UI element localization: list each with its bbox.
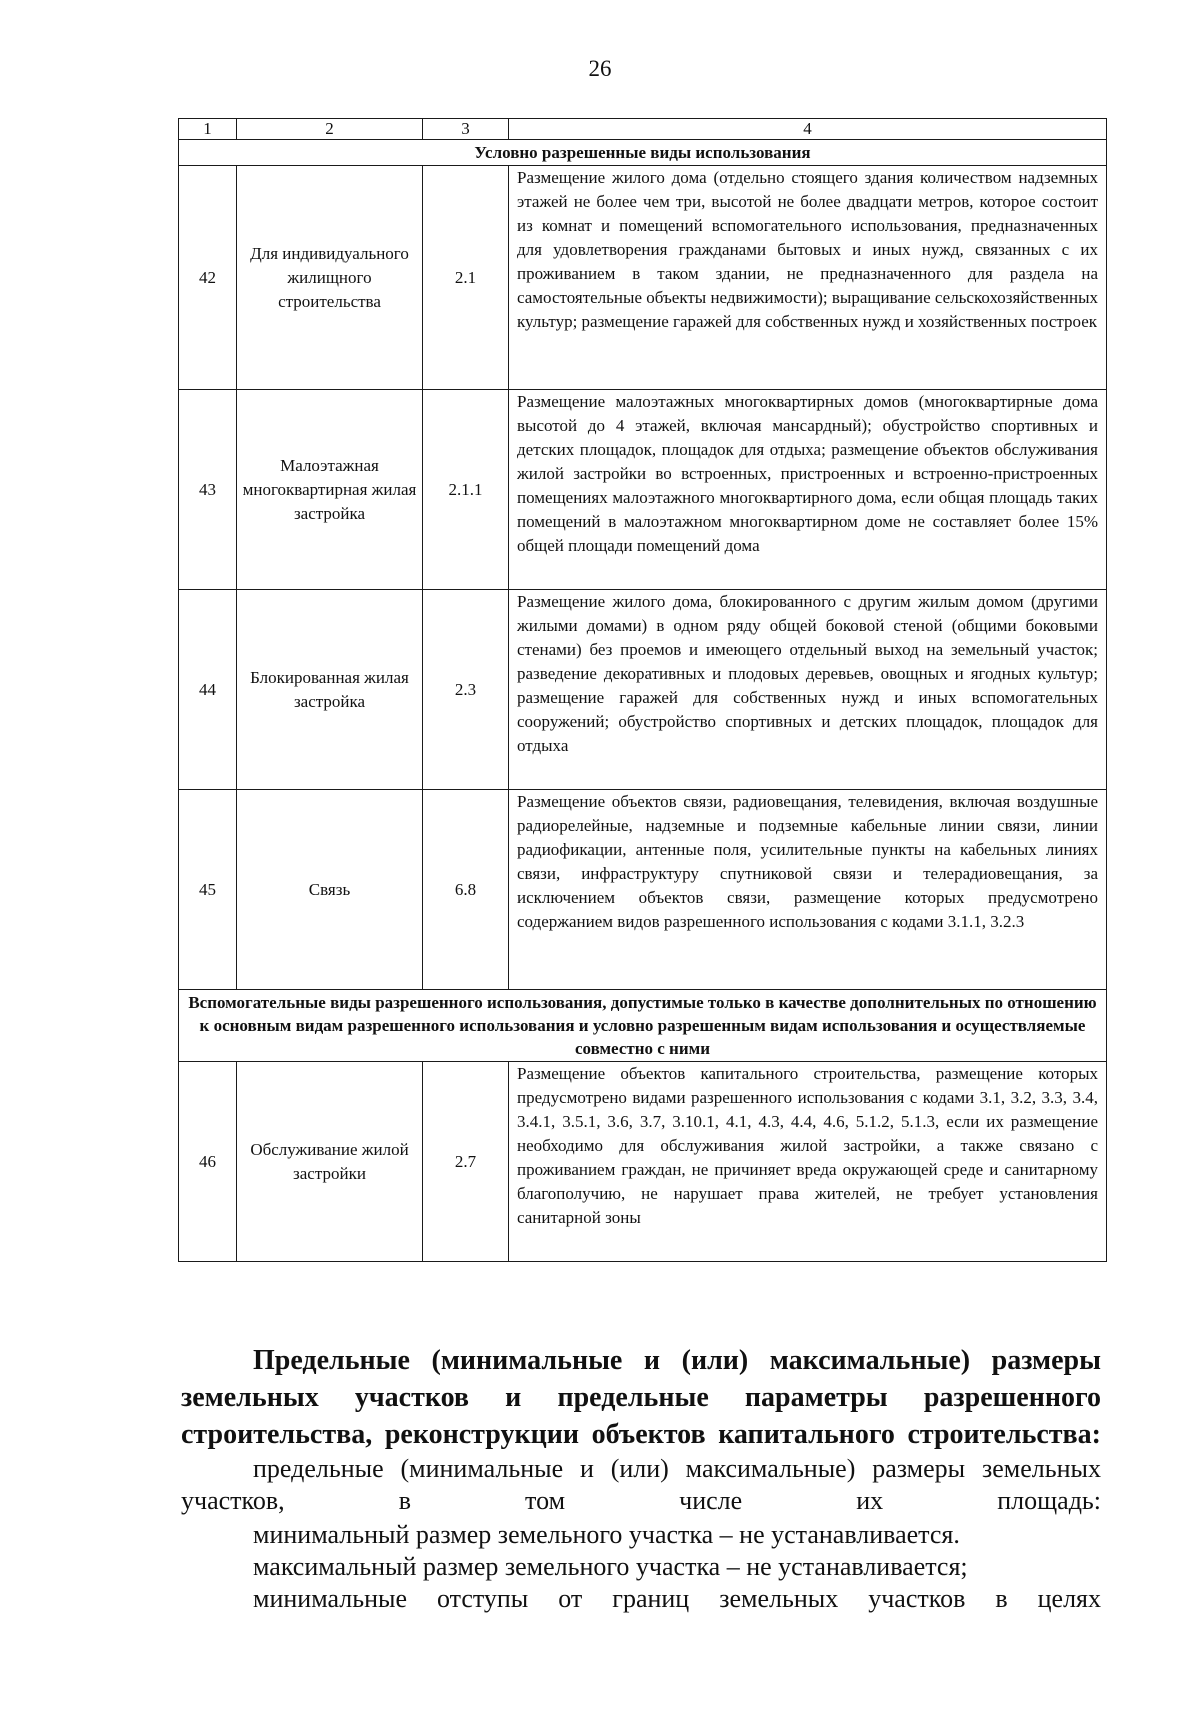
- page-number: 26: [588, 56, 612, 81]
- section-heading-text: Предельные (минимальные и (или) максимальные) размеры земельных участков и предельные параметры разрешенного строительства, реконструкции объектов капитального строительства:: [181, 1345, 1101, 1450]
- table-row: [179, 790, 1107, 990]
- row-number: 44: [179, 590, 237, 790]
- row-number: 45: [179, 790, 237, 990]
- use-code: 2.3: [423, 590, 509, 790]
- use-code: 2.7: [423, 1062, 509, 1262]
- table-row: [179, 166, 1107, 390]
- section-title-auxiliary: Вспомогательные виды разрешенного использования, допустимые только в качестве дополнительных по отношению к основным видам разрешенного использования и условно разрешенным видам использования и осуществляемые совместно с ними: [179, 990, 1107, 1062]
- column-header: 2: [237, 119, 423, 140]
- row-number: 43: [179, 390, 237, 590]
- section-header-row: [179, 990, 1107, 1062]
- paragraph-size-limits: предельные (минимальные и (или) максимальные) размеры земельных участков, в том числе их площадь:: [181, 1454, 1101, 1515]
- row-number: 42: [179, 166, 237, 390]
- land-use-table: [178, 118, 1107, 1262]
- section-header-row: [179, 140, 1107, 166]
- use-name: Для индивидуального жилищного строительства: [237, 166, 423, 390]
- use-name: Связь: [237, 790, 423, 990]
- use-code: 2.1.1: [423, 390, 509, 590]
- paragraph-setbacks: минимальные отступы от границ земельных участков в целях: [253, 1584, 1101, 1613]
- use-name: Малоэтажная многоквартирная жилая застройка: [237, 390, 423, 590]
- column-header: 1: [179, 119, 237, 140]
- column-header: 3: [423, 119, 509, 140]
- use-description: Размещение жилого дома (отдельно стоящего здания количеством надземных этажей не более чем три, высотой не более двадцати метров, которое состоит из комнат и помещений вспомогательного использования, предназначенных для удовлетворения гражданами бытовых и иных нужд, связанных с их проживанием в таком здании, не предназначенного для раздела на самостоятельные объекты недвижимости); выращивание сельскохозяйственных культур; размещение гаражей для собственных нужд и хозяйственных построек: [509, 166, 1107, 390]
- paragraph-min-size: минимальный размер земельного участка – не устанавливается.: [253, 1520, 960, 1549]
- table-row: [179, 590, 1107, 790]
- use-name: Обслуживание жилой застройки: [237, 1062, 423, 1262]
- use-description: Размещение объектов капитального строительства, размещение которых предусмотрено видами разрешенного использования с кодами 3.1, 3.2, 3.3, 3.4, 3.4.1, 3.5.1, 3.6, 3.7, 3.10.1, 4.1, 4.3, 4.4, 4.6, 5.1.2, 5.1.3, если их размещение необходимо для обслуживания жилой застройки, а также связано с проживанием граждан, не причиняет вреда окружающей среде и санитарному благополучию, не нарушает права жителей, не требует установления санитарной зоны: [509, 1062, 1107, 1262]
- paragraph-max-size: максимальный размер земельного участка – не устанавливается;: [253, 1552, 968, 1581]
- use-name: Блокированная жилая застройка: [237, 590, 423, 790]
- table-row: [179, 390, 1107, 590]
- table-header-row: [179, 119, 1107, 140]
- use-description: Размещение жилого дома, блокированного с другим жилым домом (другими жилыми домами) в одном ряду общей боковой стеной (общими боковыми стенами) без проемов и имеющего отдельный выход на земельный участок; разведение декоративных и плодовых деревьев, овощных и ягодных культур; размещение гаражей для собственных нужд и иных вспомогательных сооружений; обустройство спортивных и детских площадок, площадок для отдыха: [509, 590, 1107, 790]
- table-row: [179, 1062, 1107, 1262]
- use-code: 6.8: [423, 790, 509, 990]
- use-description: Размещение малоэтажных многоквартирных домов (многоквартирные дома высотой до 4 этажей, включая мансардный); обустройство спортивных и детских площадок, площадок для отдыха; размещение объектов обслуживания жилой застройки во встроенных, пристроенных и встроенно-пристроенных помещениях малоэтажного многоквартирного дома, если общая площадь таких помещений в малоэтажном многоквартирном доме не составляет более 15% общей площади помещений дома: [509, 390, 1107, 590]
- column-header: 4: [509, 119, 1107, 140]
- use-description: Размещение объектов связи, радиовещания, телевидения, включая воздушные радиорелейные, надземные и подземные кабельные линии связи, линии радиофикации, антенные поля, усилительные пункты на кабельных линиях связи, инфраструктуру спутниковой связи и телерадиовещания, за исключением объектов связи, размещение которых предусмотрено содержанием видов разрешенного использования с кодами 3.1.1, 3.2.3: [509, 790, 1107, 990]
- section-title-conditional: Условно разрешенные виды использования: [179, 140, 1107, 166]
- section-heading: [181, 1342, 1101, 1453]
- row-number: 46: [179, 1062, 237, 1262]
- use-code: 2.1: [423, 166, 509, 390]
